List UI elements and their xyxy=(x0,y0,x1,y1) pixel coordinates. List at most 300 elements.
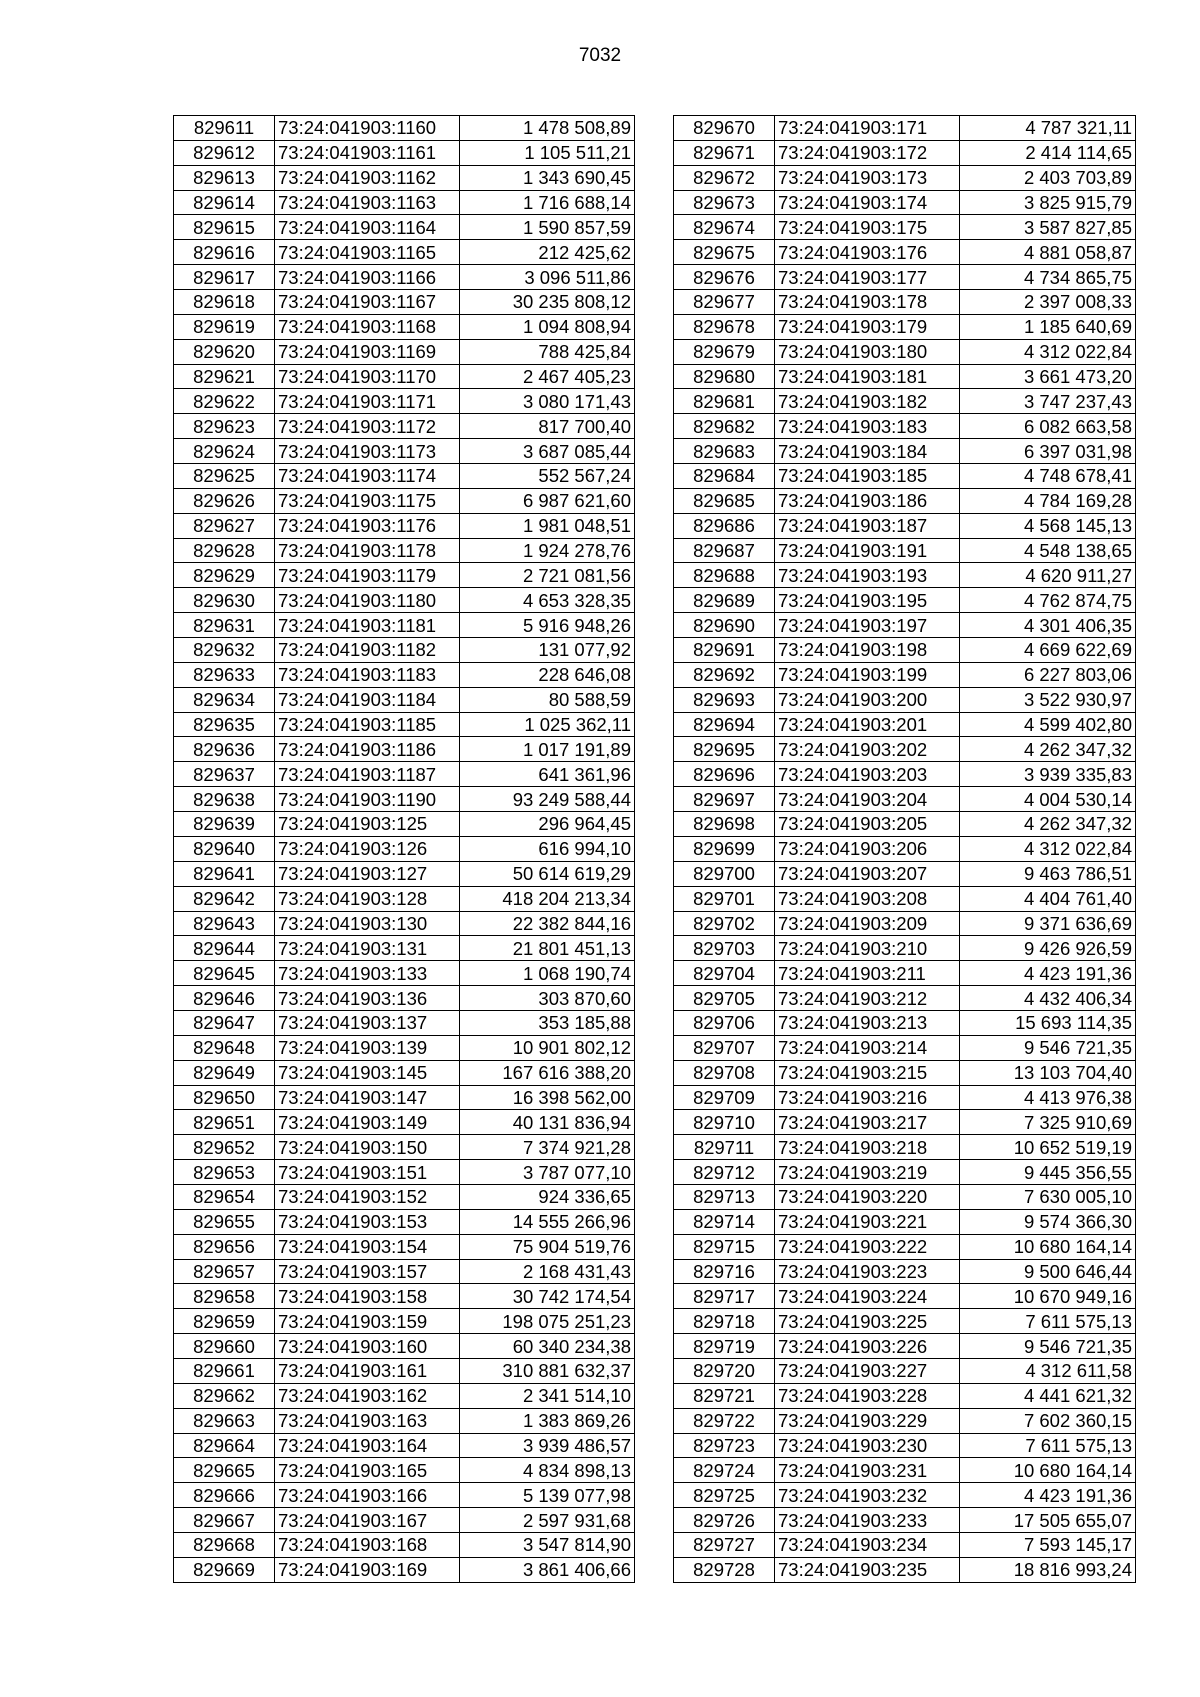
cadastral-number-cell: 73:24:041903:234 xyxy=(775,1532,960,1557)
record-number-cell: 829663 xyxy=(174,1408,275,1433)
cadastral-value-cell: 2 397 008,33 xyxy=(960,290,1136,315)
record-number-cell: 829658 xyxy=(174,1284,275,1309)
cadastral-number-cell: 73:24:041903:204 xyxy=(775,787,960,812)
cadastral-value-cell: 3 747 237,43 xyxy=(960,389,1136,414)
record-number-cell: 829644 xyxy=(174,936,275,961)
cadastral-number-cell: 73:24:041903:207 xyxy=(775,861,960,886)
record-number-cell: 829646 xyxy=(174,986,275,1011)
table-row xyxy=(674,986,1136,1011)
cadastral-number-cell: 73:24:041903:1167 xyxy=(275,290,460,315)
cadastral-number-cell: 73:24:041903:152 xyxy=(275,1184,460,1209)
cadastral-number-cell: 73:24:041903:1163 xyxy=(275,190,460,215)
cadastral-value-cell: 418 204 213,34 xyxy=(460,886,635,911)
table-row xyxy=(174,1160,635,1185)
cadastral-value-cell: 5 916 948,26 xyxy=(460,613,635,638)
cadastral-value-cell: 10 652 519,19 xyxy=(960,1135,1136,1160)
cadastral-number-cell: 73:24:041903:165 xyxy=(275,1458,460,1483)
table-row xyxy=(674,836,1136,861)
cadastral-value-cell: 4 568 145,13 xyxy=(960,513,1136,538)
cadastral-value-cell: 7 602 360,15 xyxy=(960,1408,1136,1433)
record-number-cell: 829684 xyxy=(674,464,775,489)
table-row xyxy=(674,812,1136,837)
record-number-cell: 829634 xyxy=(174,687,275,712)
record-number-cell: 829718 xyxy=(674,1309,775,1334)
cadastral-value-cell: 80 588,59 xyxy=(460,687,635,712)
record-number-cell: 829716 xyxy=(674,1259,775,1284)
cadastral-value-cell: 4 734 865,75 xyxy=(960,265,1136,290)
cadastral-number-cell: 73:24:041903:128 xyxy=(275,886,460,911)
table-row xyxy=(174,563,635,588)
table-row xyxy=(174,886,635,911)
cadastral-value-cell: 18 816 993,24 xyxy=(960,1557,1136,1582)
record-number-cell: 829710 xyxy=(674,1110,775,1135)
table-row xyxy=(674,538,1136,563)
table-row xyxy=(674,314,1136,339)
table-row xyxy=(174,1284,635,1309)
table-row xyxy=(174,1483,635,1508)
cadastral-number-cell: 73:24:041903:225 xyxy=(775,1309,960,1334)
cadastral-number-cell: 73:24:041903:1169 xyxy=(275,339,460,364)
cadastral-number-cell: 73:24:041903:180 xyxy=(775,339,960,364)
record-number-cell: 829683 xyxy=(674,439,775,464)
cadastral-number-cell: 73:24:041903:173 xyxy=(775,165,960,190)
cadastral-number-cell: 73:24:041903:222 xyxy=(775,1234,960,1259)
cadastral-number-cell: 73:24:041903:1160 xyxy=(275,116,460,141)
registry-table-right xyxy=(673,115,1136,1583)
cadastral-number-cell: 73:24:041903:1176 xyxy=(275,513,460,538)
cadastral-value-cell: 4 748 678,41 xyxy=(960,464,1136,489)
cadastral-number-cell: 73:24:041903:191 xyxy=(775,538,960,563)
cadastral-number-cell: 73:24:041903:166 xyxy=(275,1483,460,1508)
cadastral-number-cell: 73:24:041903:1180 xyxy=(275,588,460,613)
cadastral-value-cell: 2 168 431,43 xyxy=(460,1259,635,1284)
cadastral-value-cell: 198 075 251,23 xyxy=(460,1309,635,1334)
cadastral-value-cell: 4 312 022,84 xyxy=(960,339,1136,364)
cadastral-value-cell: 9 371 636,69 xyxy=(960,911,1136,936)
record-number-cell: 829712 xyxy=(674,1160,775,1185)
cadastral-value-cell: 4 262 347,32 xyxy=(960,737,1136,762)
table-row xyxy=(174,439,635,464)
cadastral-value-cell: 6 397 031,98 xyxy=(960,439,1136,464)
cadastral-value-cell: 4 404 761,40 xyxy=(960,886,1136,911)
cadastral-number-cell: 73:24:041903:151 xyxy=(275,1160,460,1185)
record-number-cell: 829681 xyxy=(674,389,775,414)
cadastral-number-cell: 73:24:041903:1190 xyxy=(275,787,460,812)
cadastral-value-cell: 2 341 514,10 xyxy=(460,1383,635,1408)
record-number-cell: 829727 xyxy=(674,1532,775,1557)
table-row xyxy=(674,1259,1136,1284)
table-row xyxy=(174,414,635,439)
cadastral-value-cell: 4 262 347,32 xyxy=(960,812,1136,837)
cadastral-value-cell: 4 441 621,32 xyxy=(960,1383,1136,1408)
cadastral-number-cell: 73:24:041903:179 xyxy=(775,314,960,339)
cadastral-value-cell: 1 017 191,89 xyxy=(460,737,635,762)
table-row xyxy=(174,613,635,638)
table-row xyxy=(174,638,635,663)
cadastral-value-cell: 167 616 388,20 xyxy=(460,1060,635,1085)
cadastral-number-cell: 73:24:041903:224 xyxy=(775,1284,960,1309)
table-row xyxy=(174,662,635,687)
table-row xyxy=(174,1458,635,1483)
table-row xyxy=(674,737,1136,762)
record-number-cell: 829685 xyxy=(674,488,775,513)
table-row xyxy=(174,787,635,812)
cadastral-value-cell: 1 105 511,21 xyxy=(460,140,635,165)
cadastral-value-cell: 3 939 486,57 xyxy=(460,1433,635,1458)
cadastral-number-cell: 73:24:041903:214 xyxy=(775,1035,960,1060)
record-number-cell: 829665 xyxy=(174,1458,275,1483)
cadastral-number-cell: 73:24:041903:183 xyxy=(775,414,960,439)
table-row xyxy=(174,1234,635,1259)
table-row xyxy=(174,488,635,513)
cadastral-number-cell: 73:24:041903:145 xyxy=(275,1060,460,1085)
cadastral-value-cell: 3 825 915,79 xyxy=(960,190,1136,215)
table-row xyxy=(674,588,1136,613)
record-number-cell: 829669 xyxy=(174,1557,275,1582)
table-row xyxy=(174,339,635,364)
record-number-cell: 829628 xyxy=(174,538,275,563)
cadastral-number-cell: 73:24:041903:136 xyxy=(275,986,460,1011)
record-number-cell: 829678 xyxy=(674,314,775,339)
cadastral-value-cell: 3 547 814,90 xyxy=(460,1532,635,1557)
table-row xyxy=(674,638,1136,663)
table-row xyxy=(174,1035,635,1060)
cadastral-number-cell: 73:24:041903:168 xyxy=(275,1532,460,1557)
record-number-cell: 829641 xyxy=(174,861,275,886)
record-number-cell: 829705 xyxy=(674,986,775,1011)
cadastral-value-cell: 3 587 827,85 xyxy=(960,215,1136,240)
cadastral-number-cell: 73:24:041903:226 xyxy=(775,1334,960,1359)
record-number-cell: 829666 xyxy=(174,1483,275,1508)
table-row xyxy=(674,488,1136,513)
cadastral-number-cell: 73:24:041903:1185 xyxy=(275,712,460,737)
cadastral-number-cell: 73:24:041903:1182 xyxy=(275,638,460,663)
cadastral-value-cell: 1 343 690,45 xyxy=(460,165,635,190)
cadastral-value-cell: 131 077,92 xyxy=(460,638,635,663)
table-row xyxy=(674,513,1136,538)
cadastral-number-cell: 73:24:041903:229 xyxy=(775,1408,960,1433)
cadastral-number-cell: 73:24:041903:147 xyxy=(275,1085,460,1110)
table-row xyxy=(174,1557,635,1582)
record-number-cell: 829650 xyxy=(174,1085,275,1110)
cadastral-value-cell: 616 994,10 xyxy=(460,836,635,861)
cadastral-value-cell: 14 555 266,96 xyxy=(460,1209,635,1234)
table-row xyxy=(674,1110,1136,1135)
cadastral-value-cell: 15 693 114,35 xyxy=(960,1010,1136,1035)
cadastral-number-cell: 73:24:041903:210 xyxy=(775,936,960,961)
table-row xyxy=(674,1334,1136,1359)
cadastral-value-cell: 3 080 171,43 xyxy=(460,389,635,414)
cadastral-value-cell: 310 881 632,37 xyxy=(460,1358,635,1383)
cadastral-value-cell: 21 801 451,13 xyxy=(460,936,635,961)
record-number-cell: 829660 xyxy=(174,1334,275,1359)
cadastral-number-cell: 73:24:041903:200 xyxy=(775,687,960,712)
table-row xyxy=(674,687,1136,712)
cadastral-value-cell: 4 312 611,58 xyxy=(960,1358,1136,1383)
cadastral-value-cell: 6 227 803,06 xyxy=(960,662,1136,687)
record-number-cell: 829625 xyxy=(174,464,275,489)
table-row xyxy=(174,687,635,712)
record-number-cell: 829694 xyxy=(674,712,775,737)
cadastral-number-cell: 73:24:041903:195 xyxy=(775,588,960,613)
cadastral-value-cell: 4 669 622,69 xyxy=(960,638,1136,663)
record-number-cell: 829640 xyxy=(174,836,275,861)
cadastral-number-cell: 73:24:041903:182 xyxy=(775,389,960,414)
cadastral-value-cell: 50 614 619,29 xyxy=(460,861,635,886)
cadastral-number-cell: 73:24:041903:1172 xyxy=(275,414,460,439)
table-row xyxy=(174,762,635,787)
record-number-cell: 829724 xyxy=(674,1458,775,1483)
cadastral-number-cell: 73:24:041903:1174 xyxy=(275,464,460,489)
table-row xyxy=(174,911,635,936)
cadastral-number-cell: 73:24:041903:171 xyxy=(775,116,960,141)
cadastral-value-cell: 2 467 405,23 xyxy=(460,364,635,389)
cadastral-value-cell: 4 301 406,35 xyxy=(960,613,1136,638)
table-row xyxy=(674,190,1136,215)
cadastral-number-cell: 73:24:041903:1187 xyxy=(275,762,460,787)
record-number-cell: 829699 xyxy=(674,836,775,861)
cadastral-value-cell: 353 185,88 xyxy=(460,1010,635,1035)
cadastral-number-cell: 73:24:041903:212 xyxy=(775,986,960,1011)
cadastral-value-cell: 9 500 646,44 xyxy=(960,1259,1136,1284)
record-number-cell: 829704 xyxy=(674,961,775,986)
record-number-cell: 829643 xyxy=(174,911,275,936)
cadastral-value-cell: 4 413 976,38 xyxy=(960,1085,1136,1110)
cadastral-number-cell: 73:24:041903:178 xyxy=(775,290,960,315)
table-row xyxy=(174,1508,635,1533)
table-row xyxy=(174,215,635,240)
cadastral-number-cell: 73:24:041903:213 xyxy=(775,1010,960,1035)
record-number-cell: 829642 xyxy=(174,886,275,911)
table-row xyxy=(174,538,635,563)
cadastral-number-cell: 73:24:041903:220 xyxy=(775,1184,960,1209)
record-number-cell: 829638 xyxy=(174,787,275,812)
cadastral-value-cell: 817 700,40 xyxy=(460,414,635,439)
table-row xyxy=(674,265,1136,290)
cadastral-value-cell: 7 611 575,13 xyxy=(960,1309,1136,1334)
cadastral-number-cell: 73:24:041903:159 xyxy=(275,1309,460,1334)
record-number-cell: 829633 xyxy=(174,662,275,687)
record-number-cell: 829637 xyxy=(174,762,275,787)
cadastral-number-cell: 73:24:041903:217 xyxy=(775,1110,960,1135)
cadastral-value-cell: 4 004 530,14 xyxy=(960,787,1136,812)
table-row xyxy=(174,464,635,489)
record-number-cell: 829671 xyxy=(674,140,775,165)
cadastral-number-cell: 73:24:041903:209 xyxy=(775,911,960,936)
record-number-cell: 829711 xyxy=(674,1135,775,1160)
table-row xyxy=(674,240,1136,265)
record-number-cell: 829670 xyxy=(674,116,775,141)
cadastral-value-cell: 2 414 114,65 xyxy=(960,140,1136,165)
record-number-cell: 829689 xyxy=(674,588,775,613)
record-number-cell: 829614 xyxy=(174,190,275,215)
cadastral-number-cell: 73:24:041903:139 xyxy=(275,1035,460,1060)
table-row xyxy=(674,389,1136,414)
record-number-cell: 829621 xyxy=(174,364,275,389)
table-row xyxy=(674,290,1136,315)
record-number-cell: 829708 xyxy=(674,1060,775,1085)
cadastral-value-cell: 7 630 005,10 xyxy=(960,1184,1136,1209)
table-row xyxy=(674,1035,1136,1060)
table-row xyxy=(174,1358,635,1383)
table-row xyxy=(174,314,635,339)
table-row xyxy=(174,836,635,861)
table-row xyxy=(174,1334,635,1359)
cadastral-value-cell: 4 881 058,87 xyxy=(960,240,1136,265)
cadastral-value-cell: 4 548 138,65 xyxy=(960,538,1136,563)
table-row xyxy=(174,936,635,961)
record-number-cell: 829613 xyxy=(174,165,275,190)
cadastral-value-cell: 1 383 869,26 xyxy=(460,1408,635,1433)
record-number-cell: 829702 xyxy=(674,911,775,936)
cadastral-value-cell: 1 068 190,74 xyxy=(460,961,635,986)
table-row xyxy=(674,712,1136,737)
cadastral-value-cell: 7 593 145,17 xyxy=(960,1532,1136,1557)
cadastral-number-cell: 73:24:041903:1161 xyxy=(275,140,460,165)
cadastral-number-cell: 73:24:041903:202 xyxy=(775,737,960,762)
record-number-cell: 829728 xyxy=(674,1557,775,1582)
record-number-cell: 829632 xyxy=(174,638,275,663)
cadastral-value-cell: 16 398 562,00 xyxy=(460,1085,635,1110)
cadastral-number-cell: 73:24:041903:167 xyxy=(275,1508,460,1533)
record-number-cell: 829647 xyxy=(174,1010,275,1035)
record-number-cell: 829655 xyxy=(174,1209,275,1234)
cadastral-number-cell: 73:24:041903:125 xyxy=(275,812,460,837)
cadastral-number-cell: 73:24:041903:133 xyxy=(275,961,460,986)
cadastral-number-cell: 73:24:041903:185 xyxy=(775,464,960,489)
cadastral-number-cell: 73:24:041903:233 xyxy=(775,1508,960,1533)
record-number-cell: 829700 xyxy=(674,861,775,886)
record-number-cell: 829618 xyxy=(174,290,275,315)
cadastral-number-cell: 73:24:041903:218 xyxy=(775,1135,960,1160)
cadastral-value-cell: 60 340 234,38 xyxy=(460,1334,635,1359)
cadastral-number-cell: 73:24:041903:1170 xyxy=(275,364,460,389)
cadastral-number-cell: 73:24:041903:231 xyxy=(775,1458,960,1483)
cadastral-value-cell: 228 646,08 xyxy=(460,662,635,687)
cadastral-number-cell: 73:24:041903:161 xyxy=(275,1358,460,1383)
record-number-cell: 829715 xyxy=(674,1234,775,1259)
cadastral-number-cell: 73:24:041903:230 xyxy=(775,1433,960,1458)
record-number-cell: 829629 xyxy=(174,563,275,588)
cadastral-number-cell: 73:24:041903:126 xyxy=(275,836,460,861)
record-number-cell: 829720 xyxy=(674,1358,775,1383)
cadastral-value-cell: 5 139 077,98 xyxy=(460,1483,635,1508)
record-number-cell: 829693 xyxy=(674,687,775,712)
record-number-cell: 829721 xyxy=(674,1383,775,1408)
record-number-cell: 829697 xyxy=(674,787,775,812)
table-row xyxy=(674,1209,1136,1234)
cadastral-value-cell: 9 546 721,35 xyxy=(960,1334,1136,1359)
cadastral-number-cell: 73:24:041903:198 xyxy=(775,638,960,663)
table-row xyxy=(174,737,635,762)
record-number-cell: 829676 xyxy=(674,265,775,290)
cadastral-value-cell: 1 025 362,11 xyxy=(460,712,635,737)
cadastral-number-cell: 73:24:041903:208 xyxy=(775,886,960,911)
cadastral-number-cell: 73:24:041903:227 xyxy=(775,1358,960,1383)
cadastral-number-cell: 73:24:041903:163 xyxy=(275,1408,460,1433)
table-row xyxy=(674,936,1136,961)
table-row xyxy=(674,1234,1136,1259)
table-row xyxy=(674,886,1136,911)
table-row xyxy=(674,1135,1136,1160)
cadastral-value-cell: 303 870,60 xyxy=(460,986,635,1011)
cadastral-value-cell: 1 478 508,89 xyxy=(460,116,635,141)
table-row xyxy=(174,1532,635,1557)
cadastral-number-cell: 73:24:041903:219 xyxy=(775,1160,960,1185)
record-number-cell: 829652 xyxy=(174,1135,275,1160)
cadastral-value-cell: 9 546 721,35 xyxy=(960,1035,1136,1060)
cadastral-number-cell: 73:24:041903:176 xyxy=(775,240,960,265)
cadastral-value-cell: 9 574 366,30 xyxy=(960,1209,1136,1234)
cadastral-value-cell: 1 590 857,59 xyxy=(460,215,635,240)
cadastral-value-cell: 6 987 621,60 xyxy=(460,488,635,513)
table-row xyxy=(674,339,1136,364)
table-row xyxy=(674,116,1136,141)
table-row xyxy=(174,140,635,165)
cadastral-value-cell: 30 235 808,12 xyxy=(460,290,635,315)
cadastral-number-cell: 73:24:041903:1184 xyxy=(275,687,460,712)
record-number-cell: 829692 xyxy=(674,662,775,687)
cadastral-value-cell: 4 787 321,11 xyxy=(960,116,1136,141)
cadastral-value-cell: 93 249 588,44 xyxy=(460,787,635,812)
table-row xyxy=(674,464,1136,489)
cadastral-value-cell: 75 904 519,76 xyxy=(460,1234,635,1259)
cadastral-number-cell: 73:24:041903:1173 xyxy=(275,439,460,464)
cadastral-number-cell: 73:24:041903:127 xyxy=(275,861,460,886)
record-number-cell: 829617 xyxy=(174,265,275,290)
cadastral-number-cell: 73:24:041903:211 xyxy=(775,961,960,986)
record-number-cell: 829675 xyxy=(674,240,775,265)
table-row xyxy=(174,190,635,215)
cadastral-value-cell: 4 762 874,75 xyxy=(960,588,1136,613)
record-number-cell: 829645 xyxy=(174,961,275,986)
record-number-cell: 829714 xyxy=(674,1209,775,1234)
table-row xyxy=(174,1408,635,1433)
table-row xyxy=(174,712,635,737)
table-row xyxy=(174,290,635,315)
table-row xyxy=(174,1259,635,1284)
cadastral-value-cell: 212 425,62 xyxy=(460,240,635,265)
record-number-cell: 829639 xyxy=(174,812,275,837)
record-number-cell: 829656 xyxy=(174,1234,275,1259)
record-number-cell: 829696 xyxy=(674,762,775,787)
table-row xyxy=(174,986,635,1011)
record-number-cell: 829725 xyxy=(674,1483,775,1508)
record-number-cell: 829709 xyxy=(674,1085,775,1110)
cadastral-number-cell: 73:24:041903:228 xyxy=(775,1383,960,1408)
record-number-cell: 829664 xyxy=(174,1433,275,1458)
record-number-cell: 829701 xyxy=(674,886,775,911)
cadastral-value-cell: 1 716 688,14 xyxy=(460,190,635,215)
cadastral-number-cell: 73:24:041903:1171 xyxy=(275,389,460,414)
cadastral-value-cell: 10 901 802,12 xyxy=(460,1035,635,1060)
record-number-cell: 829649 xyxy=(174,1060,275,1085)
cadastral-number-cell: 73:24:041903:181 xyxy=(775,364,960,389)
cadastral-value-cell: 4 599 402,80 xyxy=(960,712,1136,737)
cadastral-number-cell: 73:24:041903:154 xyxy=(275,1234,460,1259)
cadastral-number-cell: 73:24:041903:201 xyxy=(775,712,960,737)
cadastral-number-cell: 73:24:041903:197 xyxy=(775,613,960,638)
cadastral-number-cell: 73:24:041903:1165 xyxy=(275,240,460,265)
record-number-cell: 829622 xyxy=(174,389,275,414)
cadastral-number-cell: 73:24:041903:1164 xyxy=(275,215,460,240)
cadastral-number-cell: 73:24:041903:1162 xyxy=(275,165,460,190)
record-number-cell: 829616 xyxy=(174,240,275,265)
table-row xyxy=(674,1358,1136,1383)
cadastral-value-cell: 3 939 335,83 xyxy=(960,762,1136,787)
cadastral-value-cell: 552 567,24 xyxy=(460,464,635,489)
record-number-cell: 829674 xyxy=(674,215,775,240)
